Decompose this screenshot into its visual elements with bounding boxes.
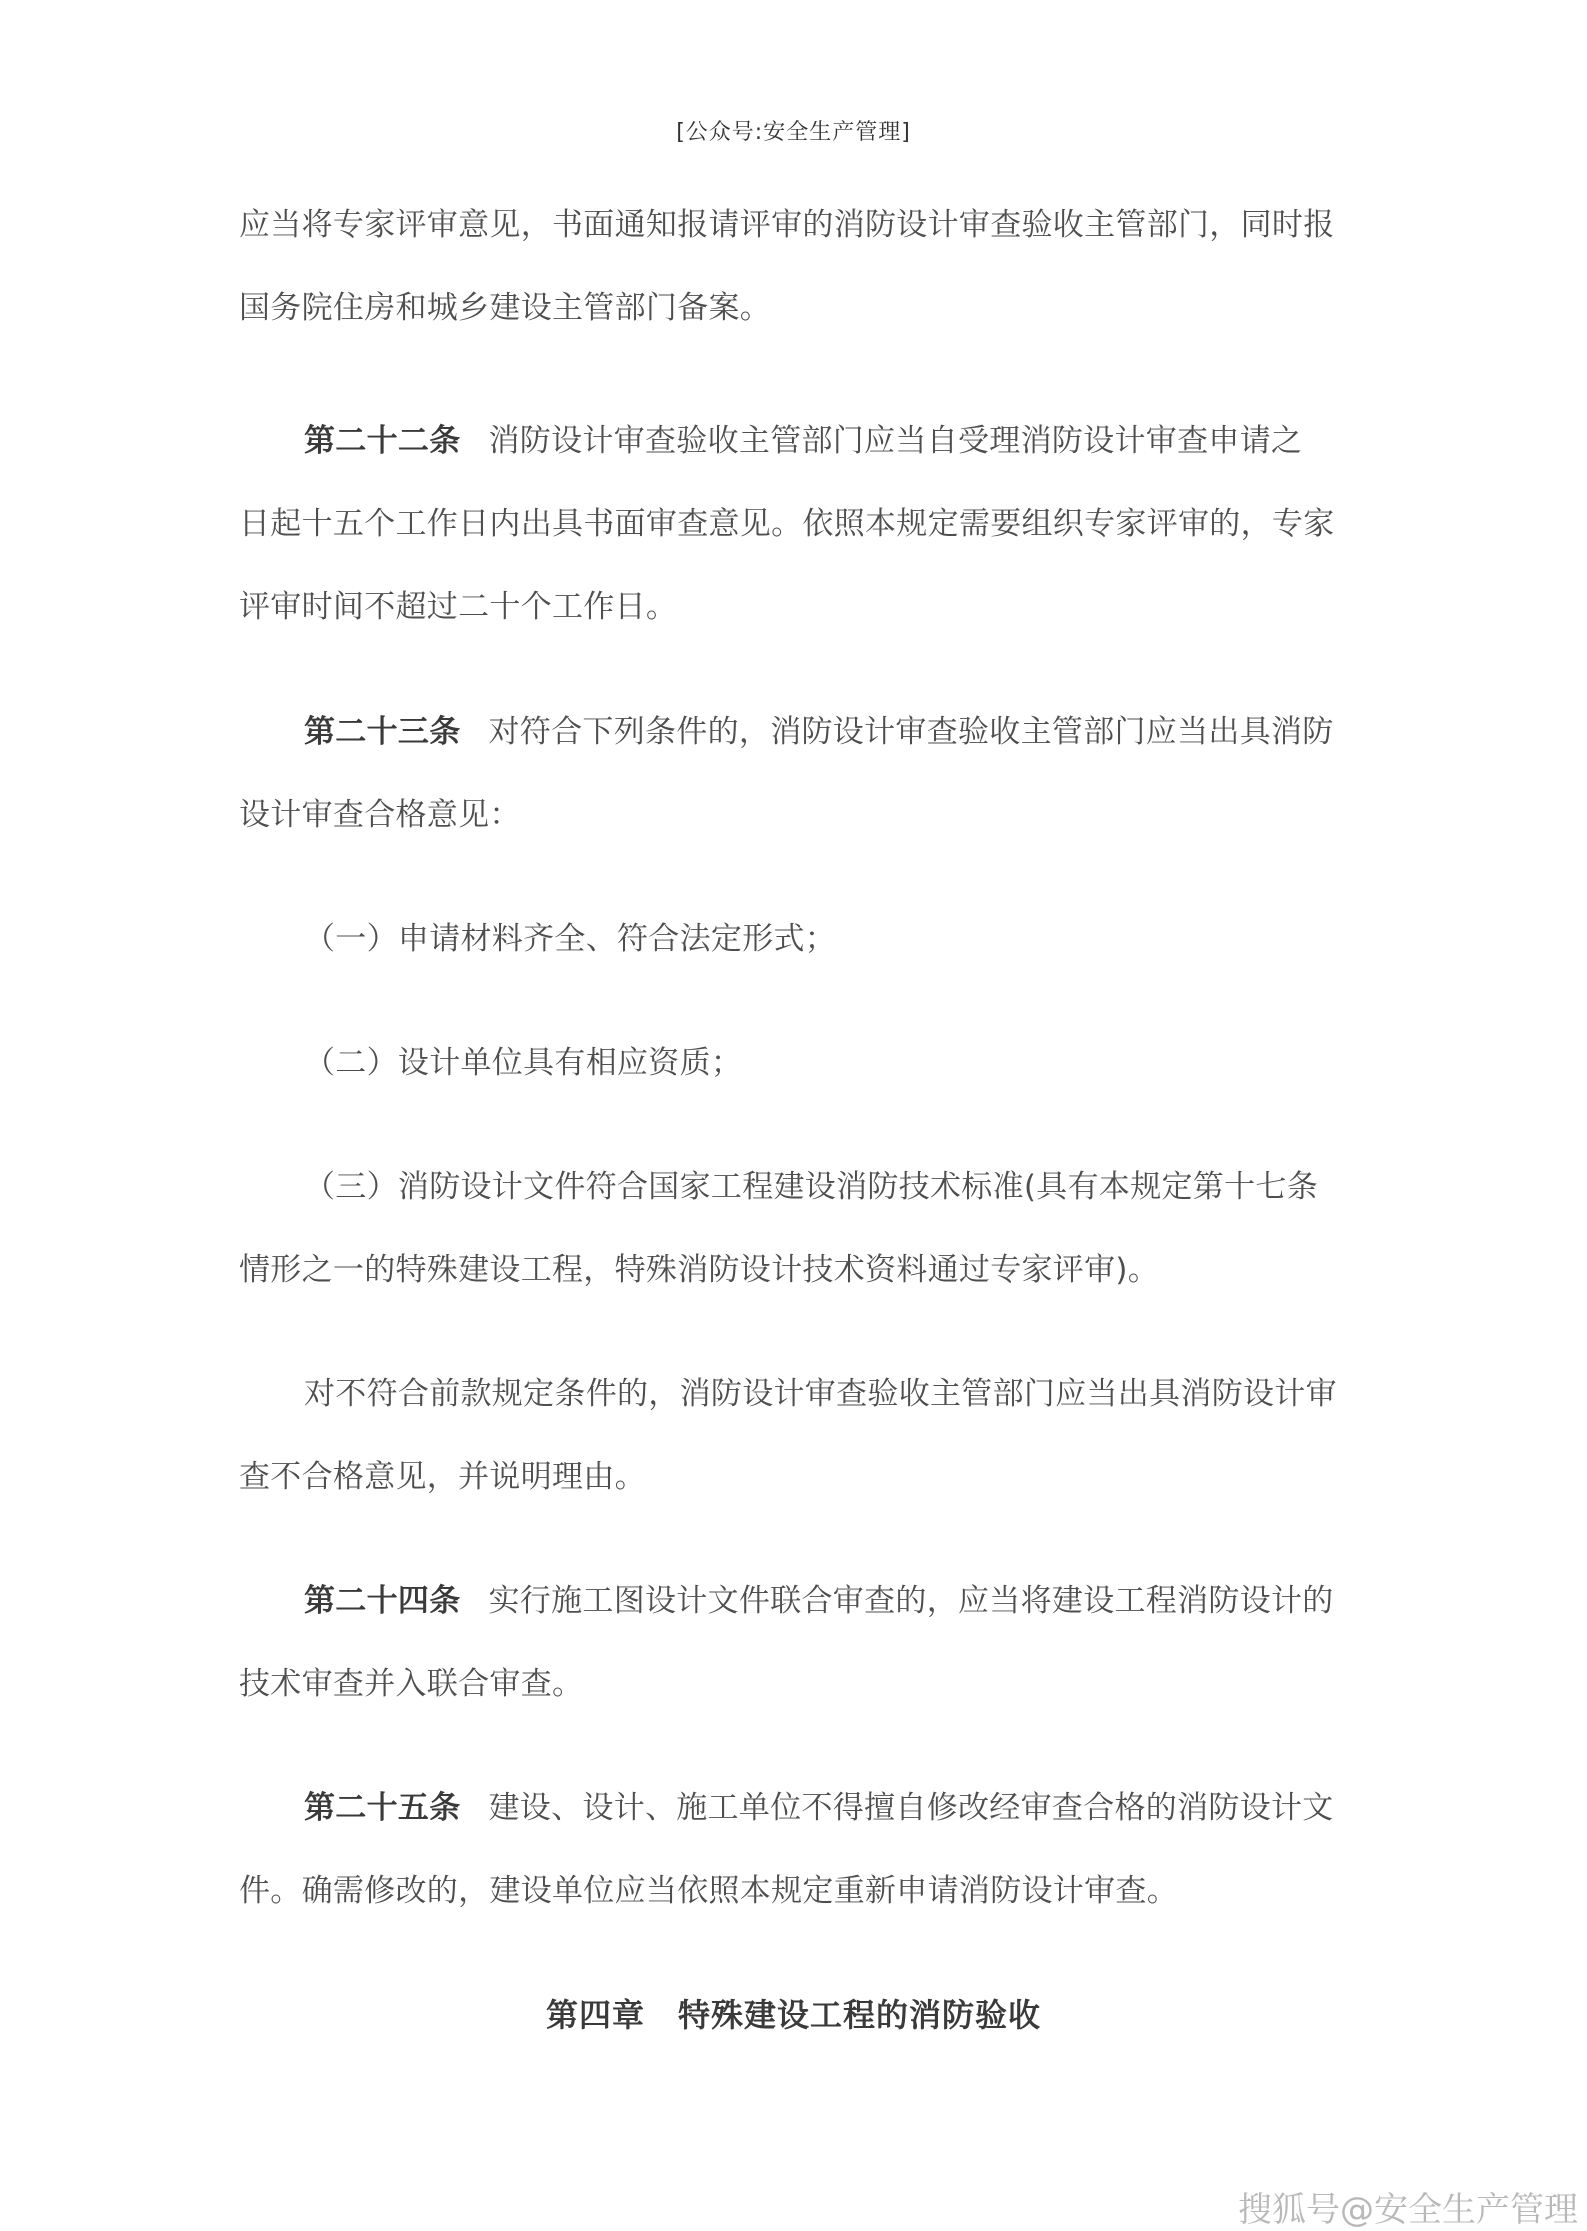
article-24-text-1: 实行施工图设计文件联合审查的，应当将建设工程消防设计的 xyxy=(488,1583,1334,1619)
article-22-line-3: 评审时间不超过二十个工作日。 xyxy=(239,589,678,625)
article-23-text-1: 对符合下列条件的，消防设计审查验收主管部门应当出具消防 xyxy=(488,714,1334,750)
chapter-heading: 第四章 特殊建设工程的消防验收 xyxy=(545,1996,1041,2034)
article-24-number: 第二十四条 xyxy=(304,1583,461,1619)
article-25-text-1: 建设、设计、施工单位不得擅自修改经审查合格的消防设计文 xyxy=(488,1790,1334,1826)
article-24-line-1 xyxy=(239,1581,1334,1621)
paragraph-1-line-2: 国务院住房和城乡建设主管部门备案。 xyxy=(239,290,772,326)
nonconforming-line-1: 对不符合前款规定条件的，消防设计审查验收主管部门应当出具消防设计审 xyxy=(304,1376,1337,1412)
article-25-number: 第二十五条 xyxy=(304,1790,461,1826)
article-25-line-2: 件。确需修改的，建设单位应当依照本规定重新申请消防设计审查。 xyxy=(239,1873,1178,1909)
item-3-line-1: （三）消防设计文件符合国家工程建设消防技术标准(具有本规定第十七条 xyxy=(304,1169,1318,1205)
item-2: （二）设计单位具有相应资质； xyxy=(304,1045,743,1081)
article-25-line-1 xyxy=(239,1788,1334,1828)
article-22-number: 第二十二条 xyxy=(304,423,461,459)
item-3-line-2: 情形之一的特殊建设工程，特殊消防设计技术资料通过专家评审)。 xyxy=(239,1252,1160,1288)
watermark: 搜狐号@安全生产管理 xyxy=(1238,2190,1578,2230)
item-1: （一）申请材料齐全、符合法定形式； xyxy=(304,921,837,957)
article-22-line-2: 日起十五个工作日内出具书面审查意见。依照本规定需要组织专家评审的，专家 xyxy=(239,506,1335,542)
article-24-line-2: 技术审查并入联合审查。 xyxy=(239,1666,584,1702)
article-22-text-1: 消防设计审查验收主管部门应当自受理消防设计审查申请之 xyxy=(488,423,1303,459)
page-header: [公众号:安全生产管理] xyxy=(676,120,911,145)
article-23-line-1 xyxy=(239,712,1334,752)
nonconforming-line-2: 查不合格意见，并说明理由。 xyxy=(239,1459,646,1495)
article-23-number: 第二十三条 xyxy=(304,714,461,750)
article-22-line-1 xyxy=(239,421,1302,461)
paragraph-1-line-1: 应当将专家评审意见，书面通知报请评审的消防设计审查验收主管部门，同时报 xyxy=(239,207,1335,243)
article-23-line-2: 设计审查合格意见： xyxy=(239,797,521,833)
